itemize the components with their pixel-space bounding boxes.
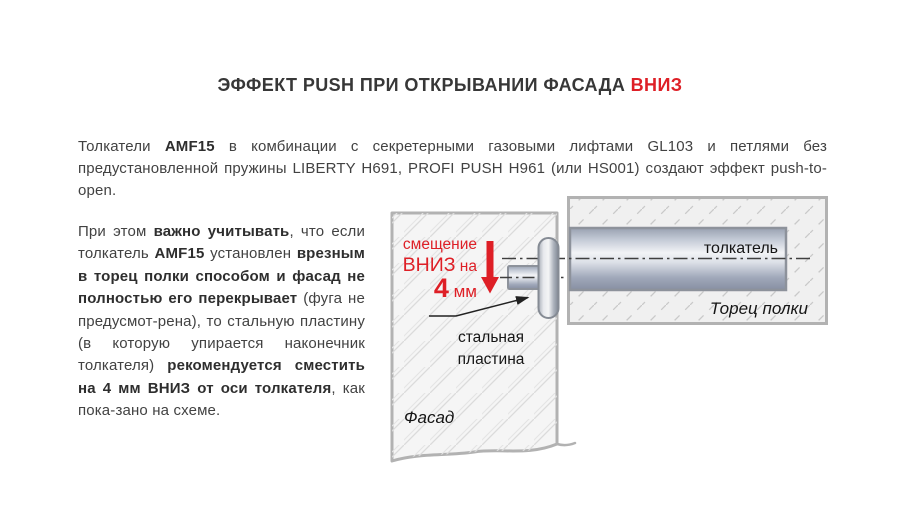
note-paragraph: При этом важно учитывать, что если толкатель AMF15 установлен врезным в торец полки способом и фасад не полностью его перекрывает (фуга не предусмот-рена), то стальную пластину (в которую упирается наконечник толкателя) рекомендуется сместить на 4 мм ВНИЗ от оси толкателя, как пока-зано на схеме. (78, 223, 366, 420)
offset-note-line1: смещение (402, 236, 477, 253)
facade-label: Фасад (404, 408, 455, 427)
offset-unit: мм (448, 282, 477, 301)
steel-plate-label-line2: пластина (457, 351, 525, 368)
page-title (0, 75, 900, 96)
page-title-main: ЭФФЕКТ PUSH ПРИ ОТКРЫВАНИИ ФАСАДА (217, 75, 631, 95)
offset-note-word: ВНИЗ (402, 254, 456, 276)
intro-paragraph: Толкатели AMF15 в комбинации с секретерными газовыми лифтами GL103 и петлями без предустановленной пружины LIBERTY H691, PROFI PUSH H961 (или HS001) создают эффект push-to-open. (78, 138, 827, 200)
page-title-highlight: ВНИЗ (630, 75, 683, 95)
steel-plate (539, 238, 559, 318)
pusher-label: толкатель (703, 240, 778, 257)
steel-plate-label-line1: стальная (458, 329, 524, 346)
shelf-edge-label: Торец полки (709, 299, 808, 318)
offset-note-rest: на (455, 258, 477, 275)
push-offset-diagram (378, 185, 848, 485)
offset-value: 4 (433, 273, 449, 303)
